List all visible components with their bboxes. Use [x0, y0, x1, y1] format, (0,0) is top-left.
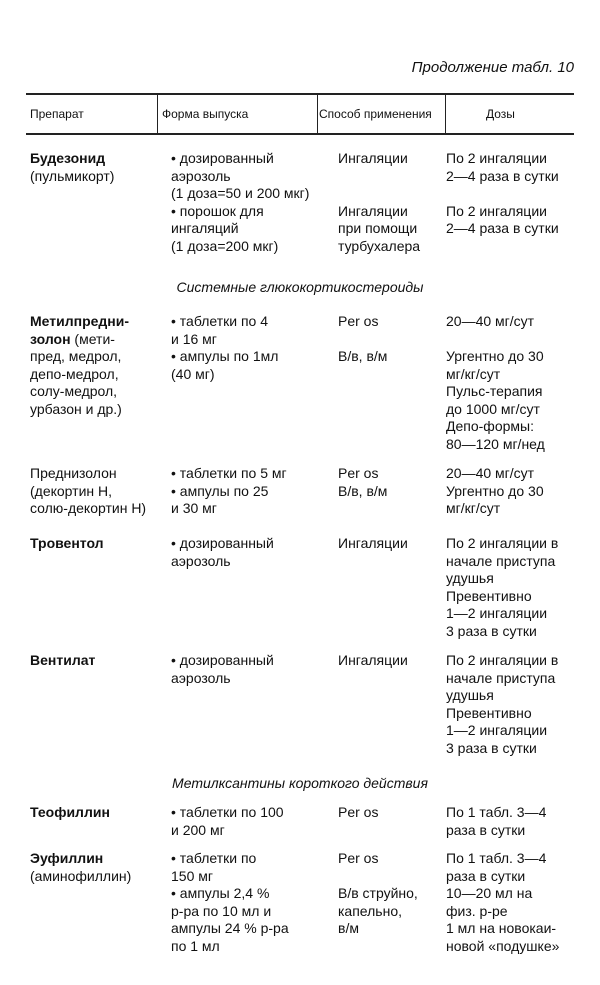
dose-text: По 2 ингаляции в: [446, 652, 559, 668]
dose-cell: [446, 850, 588, 955]
form-text: ампулы 24 % р-ра: [171, 920, 289, 936]
dose-text: 10—20 мл на: [446, 885, 533, 901]
dose-text: 1—2 ингаляции: [446, 605, 548, 621]
section-heading: Метилксантины короткого действия: [172, 775, 428, 791]
table-caption: Продолжение табл. 10: [411, 59, 574, 76]
dose-text: 20—40 мг/сут: [446, 313, 535, 329]
form-text: ингаляций: [171, 220, 239, 236]
drug-cell: [30, 465, 170, 518]
form-text: • таблетки по 5 мг: [171, 465, 287, 481]
form-text: • ампулы 2,4 %: [171, 885, 270, 901]
form-text: аэрозоль: [171, 167, 231, 184]
drug-name: Будезонид: [30, 150, 106, 166]
drug-alias: (декортин Н,: [30, 482, 113, 499]
dose-text: Ургентно до 30: [446, 482, 544, 499]
dose-text: Депо-формы:: [446, 418, 534, 434]
dose-text: 2—4 раза в сутки: [446, 220, 559, 236]
method-text: турбухалера: [338, 237, 421, 254]
dose-cell: [446, 150, 588, 238]
method-text: В/в струйно,: [338, 885, 418, 901]
method-text: Ингаляции: [338, 535, 408, 551]
form-text: аэрозоль: [171, 552, 231, 569]
method-text: В/в, в/м: [338, 482, 388, 499]
form-text: • ампулы по 25: [171, 482, 269, 499]
dose-text: Превентивно: [446, 704, 532, 721]
method-text: Per os: [338, 804, 379, 820]
dose-text: Пульс-терапия: [446, 383, 543, 399]
method-text: Per os: [338, 313, 379, 329]
section-heading: Системные глюкокортикостероиды: [176, 279, 424, 295]
method-text: при помощи: [338, 220, 418, 236]
form-text: р-ра по 10 мл и: [171, 902, 272, 919]
dose-text: до 1000 мг/сут: [446, 400, 540, 417]
form-cell: [171, 652, 336, 687]
form-text: • порошок для: [171, 202, 264, 219]
dose-text: раза в сутки: [446, 821, 526, 838]
dose-text: 2—4 раза в сутки: [446, 167, 559, 184]
dose-text: 3 раза в сутки: [446, 622, 537, 639]
method-text: Per os: [338, 465, 379, 481]
dose-text: По 2 ингаляции: [446, 150, 547, 166]
dose-text: По 2 ингаляции в: [446, 535, 559, 551]
drug-name: Теофиллин: [30, 804, 110, 820]
drug-cell: [30, 652, 170, 670]
header-divider: [445, 95, 446, 133]
drug-alias: солю-декортин Н): [30, 500, 147, 516]
dose-text: 1 мл на новокаи-: [446, 920, 557, 936]
form-cell: [171, 313, 336, 383]
form-text: • дозированный: [171, 150, 274, 166]
form-text: • дозированный: [171, 652, 274, 668]
drug-name: Эуфиллин: [30, 850, 104, 866]
method-cell: [338, 804, 442, 822]
form-text: • дозированный: [171, 535, 274, 551]
method-cell: [338, 535, 442, 553]
dose-text: начале приступа: [446, 552, 556, 569]
form-text: по 1 мл: [171, 937, 220, 954]
dose-text: удушья: [446, 570, 494, 586]
drug-name: Вентилат: [30, 652, 96, 668]
drug-name: Тровентол: [30, 535, 104, 551]
header-form: Форма выпуска: [162, 107, 249, 121]
form-text: • таблетки по 100: [171, 804, 284, 820]
method-cell: [338, 150, 442, 255]
drug-alias: (аминофиллин): [30, 867, 132, 884]
dose-cell: [446, 804, 588, 839]
header-drug: Препарат: [30, 107, 84, 121]
dose-text: мг/кг/сут: [446, 500, 501, 516]
drug-alias: (мети-: [74, 330, 115, 347]
dose-text: 1—2 ингаляции: [446, 722, 548, 738]
drug-alias: (пульмикорт): [30, 167, 115, 184]
form-text: • таблетки по 4: [171, 313, 269, 329]
form-text: (1 доза=50 и 200 мкг): [171, 185, 310, 201]
method-cell: [338, 850, 442, 938]
dose-text: 3 раза в сутки: [446, 739, 537, 756]
drug-name: золон: [30, 330, 71, 347]
dose-text: Превентивно: [446, 587, 532, 604]
drug-alias: пред, медрол,: [30, 348, 122, 364]
form-cell: [171, 850, 336, 955]
form-text: (1 доза=200 мкг): [171, 237, 279, 254]
method-text: Per os: [338, 850, 379, 866]
form-text: и 30 мг: [171, 500, 217, 516]
form-cell: [171, 535, 336, 570]
method-text: Ингаляции: [338, 652, 408, 668]
dose-cell: [446, 652, 588, 757]
dose-text: Ургентно до 30: [446, 348, 544, 364]
method-cell: [338, 465, 442, 500]
dose-text: раза в сутки: [446, 867, 526, 884]
form-cell: [171, 804, 336, 839]
header-divider: [157, 95, 158, 133]
method-text: Ингаляции: [338, 150, 408, 166]
form-cell: [171, 465, 336, 518]
method-cell: [338, 652, 442, 670]
method-text: в/м: [338, 920, 359, 936]
form-text: • ампулы по 1мл: [171, 348, 279, 364]
table-header: [26, 93, 574, 135]
method-text: В/в, в/м: [338, 348, 388, 364]
dose-text: По 2 ингаляции: [446, 202, 547, 219]
form-text: (40 мг): [171, 365, 215, 382]
form-cell: [171, 150, 336, 255]
dose-text: По 1 табл. 3—4: [446, 850, 547, 866]
dose-text: 80—120 мг/нед: [446, 435, 545, 452]
form-text: • таблетки по: [171, 850, 257, 866]
form-text: 150 мг: [171, 867, 213, 884]
dose-text: 20—40 мг/сут: [446, 465, 535, 481]
dose-text: новой «подушке»: [446, 937, 560, 954]
drug-alias: солу-медрол,: [30, 383, 118, 399]
dose-text: физ. р-ре: [446, 902, 508, 919]
dose-cell: [446, 465, 588, 518]
dose-text: По 1 табл. 3—4: [446, 804, 547, 820]
drug-name: Метилпредни-: [30, 313, 130, 329]
method-cell: [338, 313, 442, 366]
form-text: и 16 мг: [171, 330, 217, 347]
drug-alias: Преднизолон: [30, 465, 117, 481]
header-divider: [317, 95, 318, 133]
form-text: аэрозоль: [171, 669, 231, 686]
dose-cell: [446, 313, 588, 453]
drug-cell: [30, 150, 170, 185]
form-text: и 200 мг: [171, 821, 225, 838]
header-dose: Дозы: [486, 107, 515, 121]
dose-text: удушья: [446, 687, 494, 703]
drug-cell: [30, 804, 170, 822]
drug-cell: [30, 313, 170, 418]
drug-cell: [30, 535, 170, 553]
drug-alias: урбазон и др.): [30, 400, 122, 417]
dose-text: мг/кг/сут: [446, 365, 501, 382]
drug-alias: депо-медрол,: [30, 365, 119, 382]
method-text: Ингаляции: [338, 202, 408, 219]
header-method: Способ применения: [319, 107, 432, 121]
dose-text: начале приступа: [446, 669, 556, 686]
method-text: капельно,: [338, 902, 402, 919]
dose-cell: [446, 535, 588, 640]
drug-cell: [30, 850, 170, 885]
